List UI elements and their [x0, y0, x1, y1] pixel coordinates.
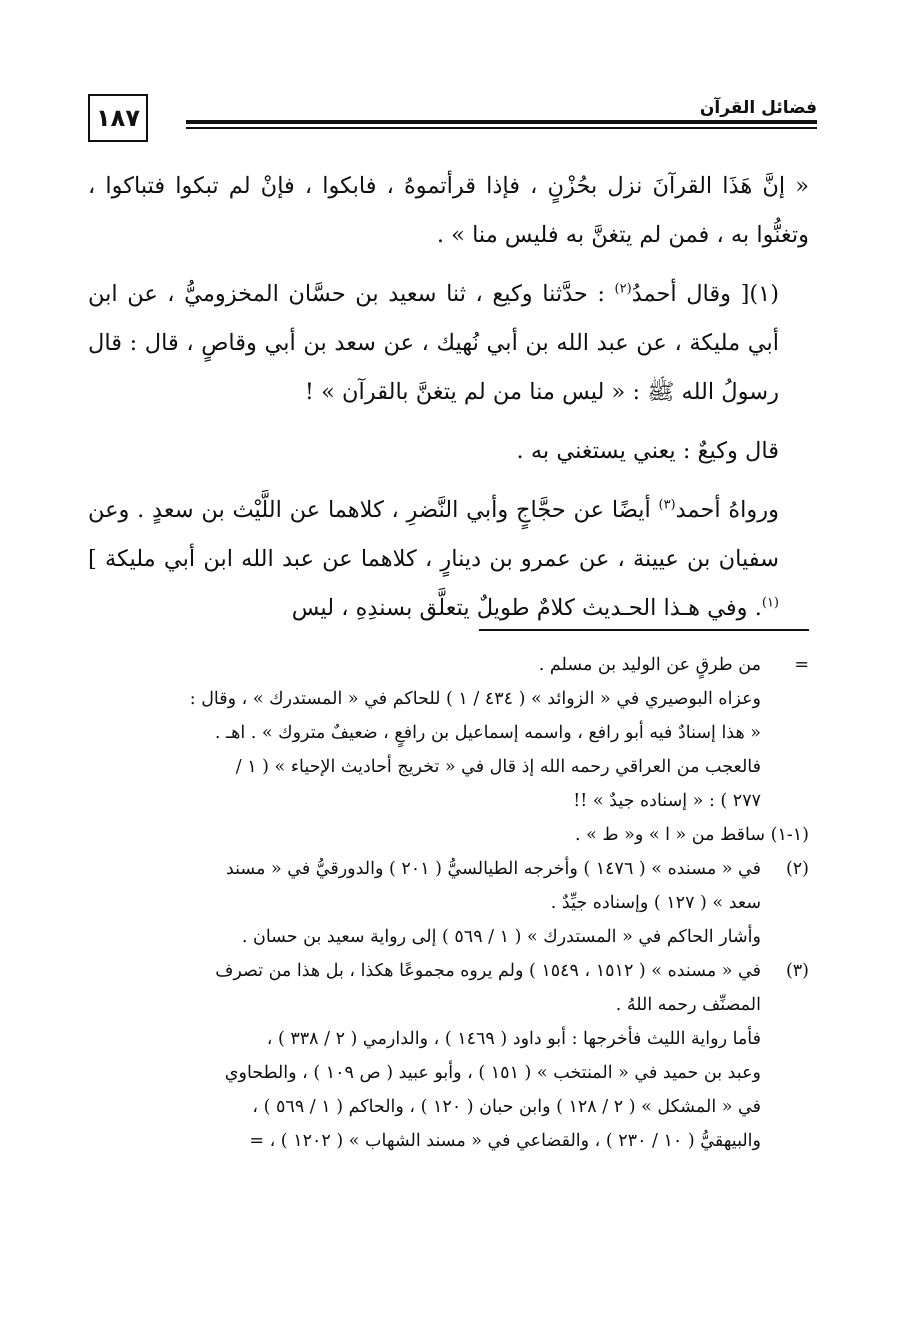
- footnote-line: فأما رواية الليث فأخرجها : أبو داود ( ١٤٦٩ ) ، والدارمي ( ٢ / ٣٣٨ ) ،: [266, 1029, 761, 1049]
- narration-opening: (١)[ وقال أحمدُ: [631, 281, 779, 307]
- chains-closing: . وفي هـذا الحـديث كلامٌ طويلٌ يتعلَّق بسندِهِ ، ليس: [291, 595, 762, 621]
- header-rule: [186, 120, 817, 124]
- footnote-body: [90, 852, 761, 954]
- footnote-ref: (١): [761, 595, 779, 611]
- footnotes: [90, 648, 809, 1158]
- footnote-line: سعد » ( ١٢٧ ) وإسناده جيِّدٌ .: [550, 893, 761, 913]
- running-header-title: فضائل القرآن: [699, 98, 817, 118]
- footnote-ref: (٣): [658, 497, 676, 513]
- footnote-line: وأشار الحاكم في « المستدرك » ( ١ / ٥٦٩ ) إلى رواية سعيد بن حسان .: [241, 927, 761, 947]
- footnote-line: وعبد بن حميد في « المنتخب » ( ١٥١ ) ، وأبو عبيد ( ص ١٠٩ ) ، والطحاوي: [224, 1063, 761, 1083]
- footnote-number: (٣): [785, 961, 809, 981]
- footnote-line: فالعجب من العراقي رحمه الله إذ قال في « تخريج أحاديث الإحياء » ( ١ /: [235, 757, 761, 777]
- footnote-line: في « مسنده » ( ١٥١٢ ، ١٥٤٩ ) ولم يروه مجموعًا هكذا ، بل هذا من تصرف: [215, 961, 761, 981]
- footnote-body: [90, 648, 761, 818]
- page-number: ١٨٧: [88, 94, 148, 142]
- footnote-2: [90, 852, 809, 954]
- header-rule-thin: [186, 127, 817, 129]
- footnote-line: (١-١) ساقط من « ا » و« ط » .: [574, 825, 809, 845]
- continuation-mark: =: [794, 655, 809, 675]
- chains-opening: ورواهُ أحمد: [675, 497, 779, 523]
- footnote-line: وعزاه البوصيري في « الزوائد » ( ٤٣٤ / ١ ) للحاكم في « المستدرك » ، وقال :: [189, 689, 761, 709]
- footnote-ref: (٢): [614, 281, 632, 297]
- footnote-line: والبيهقيُّ ( ١٠ / ٢٣٠ ) ، والقضاعي في « مسند الشهاب » ( ١٢٠٢ ) ، =: [249, 1131, 761, 1151]
- footnote-number: (٢): [785, 859, 809, 879]
- footnote-line: « هذا إسنادٌ فيه أبو رافع ، واسمه إسماعيل بن رافعٍ ، ضعيفٌ متروك » . اهـ .: [214, 723, 761, 743]
- footnote-line: من طرقٍ عن الوليد بن مسلم .: [538, 655, 761, 675]
- footnote-line: في « المشكل » ( ٢ / ١٢٨ ) وابن حبان ( ١٢٠ ) ، والحاكم ( ١ / ٥٦٩ ) ،: [252, 1097, 761, 1117]
- footnote-3: [90, 954, 809, 1158]
- footnote-1: [90, 818, 809, 852]
- footnote-line: ٢٧٧ ) : « إسناده جيدٌ » !!: [573, 791, 761, 811]
- paragraph-waki-comment: قال وكيعٌ : يعني يستغني به .: [516, 438, 779, 464]
- narration-text: : حدَّثنا وكيع ، ثنا سعيد بن حسَّان المخزوميُّ ، عن ابن أبي مليكة ، عن عبد الله بن أبي نُهيك ، عن سعد بن أبي وقاصٍ ، قال : قال رسولُ الله ﷺ : « ليس منا من لم يتغنَّ بالقرآن » !: [88, 281, 779, 405]
- footnote-line: المصنِّف رحمه اللهُ .: [615, 995, 761, 1015]
- paragraph-ahmad-narration: [88, 270, 809, 417]
- paragraph-other-chains: [88, 486, 809, 633]
- paragraph-hadith-quote: « إنَّ هَذَا القرآنَ نزل بحُزْنٍ ، فإذا قرأتموهُ ، فابكوا ، فإنْ لم تبكوا فتباكوا ، وتغنُّوا به ، فمن لم يتغنَّ به فليس منا » .: [88, 173, 809, 248]
- main-text: [88, 162, 809, 643]
- footnote-continuation: [90, 648, 809, 818]
- footnote-line: في « مسنده » ( ١٤٧٦ ) وأخرجه الطيالسيُّ ( ٢٠١ ) والدورقيُّ في « مسند: [225, 859, 761, 879]
- footnote-separator: [479, 629, 809, 631]
- chains-text: أيضًا عن حجَّاجٍ وأبي النَّضرِ ، كلاهما عن اللَّيْث بن سعدٍ . وعن سفيان بن عيينة ، عن عمرو بن دينارٍ ، كلاهما عن عبد الله ابن أبي مليكة ]: [88, 497, 779, 572]
- footnote-body: [90, 954, 761, 1158]
